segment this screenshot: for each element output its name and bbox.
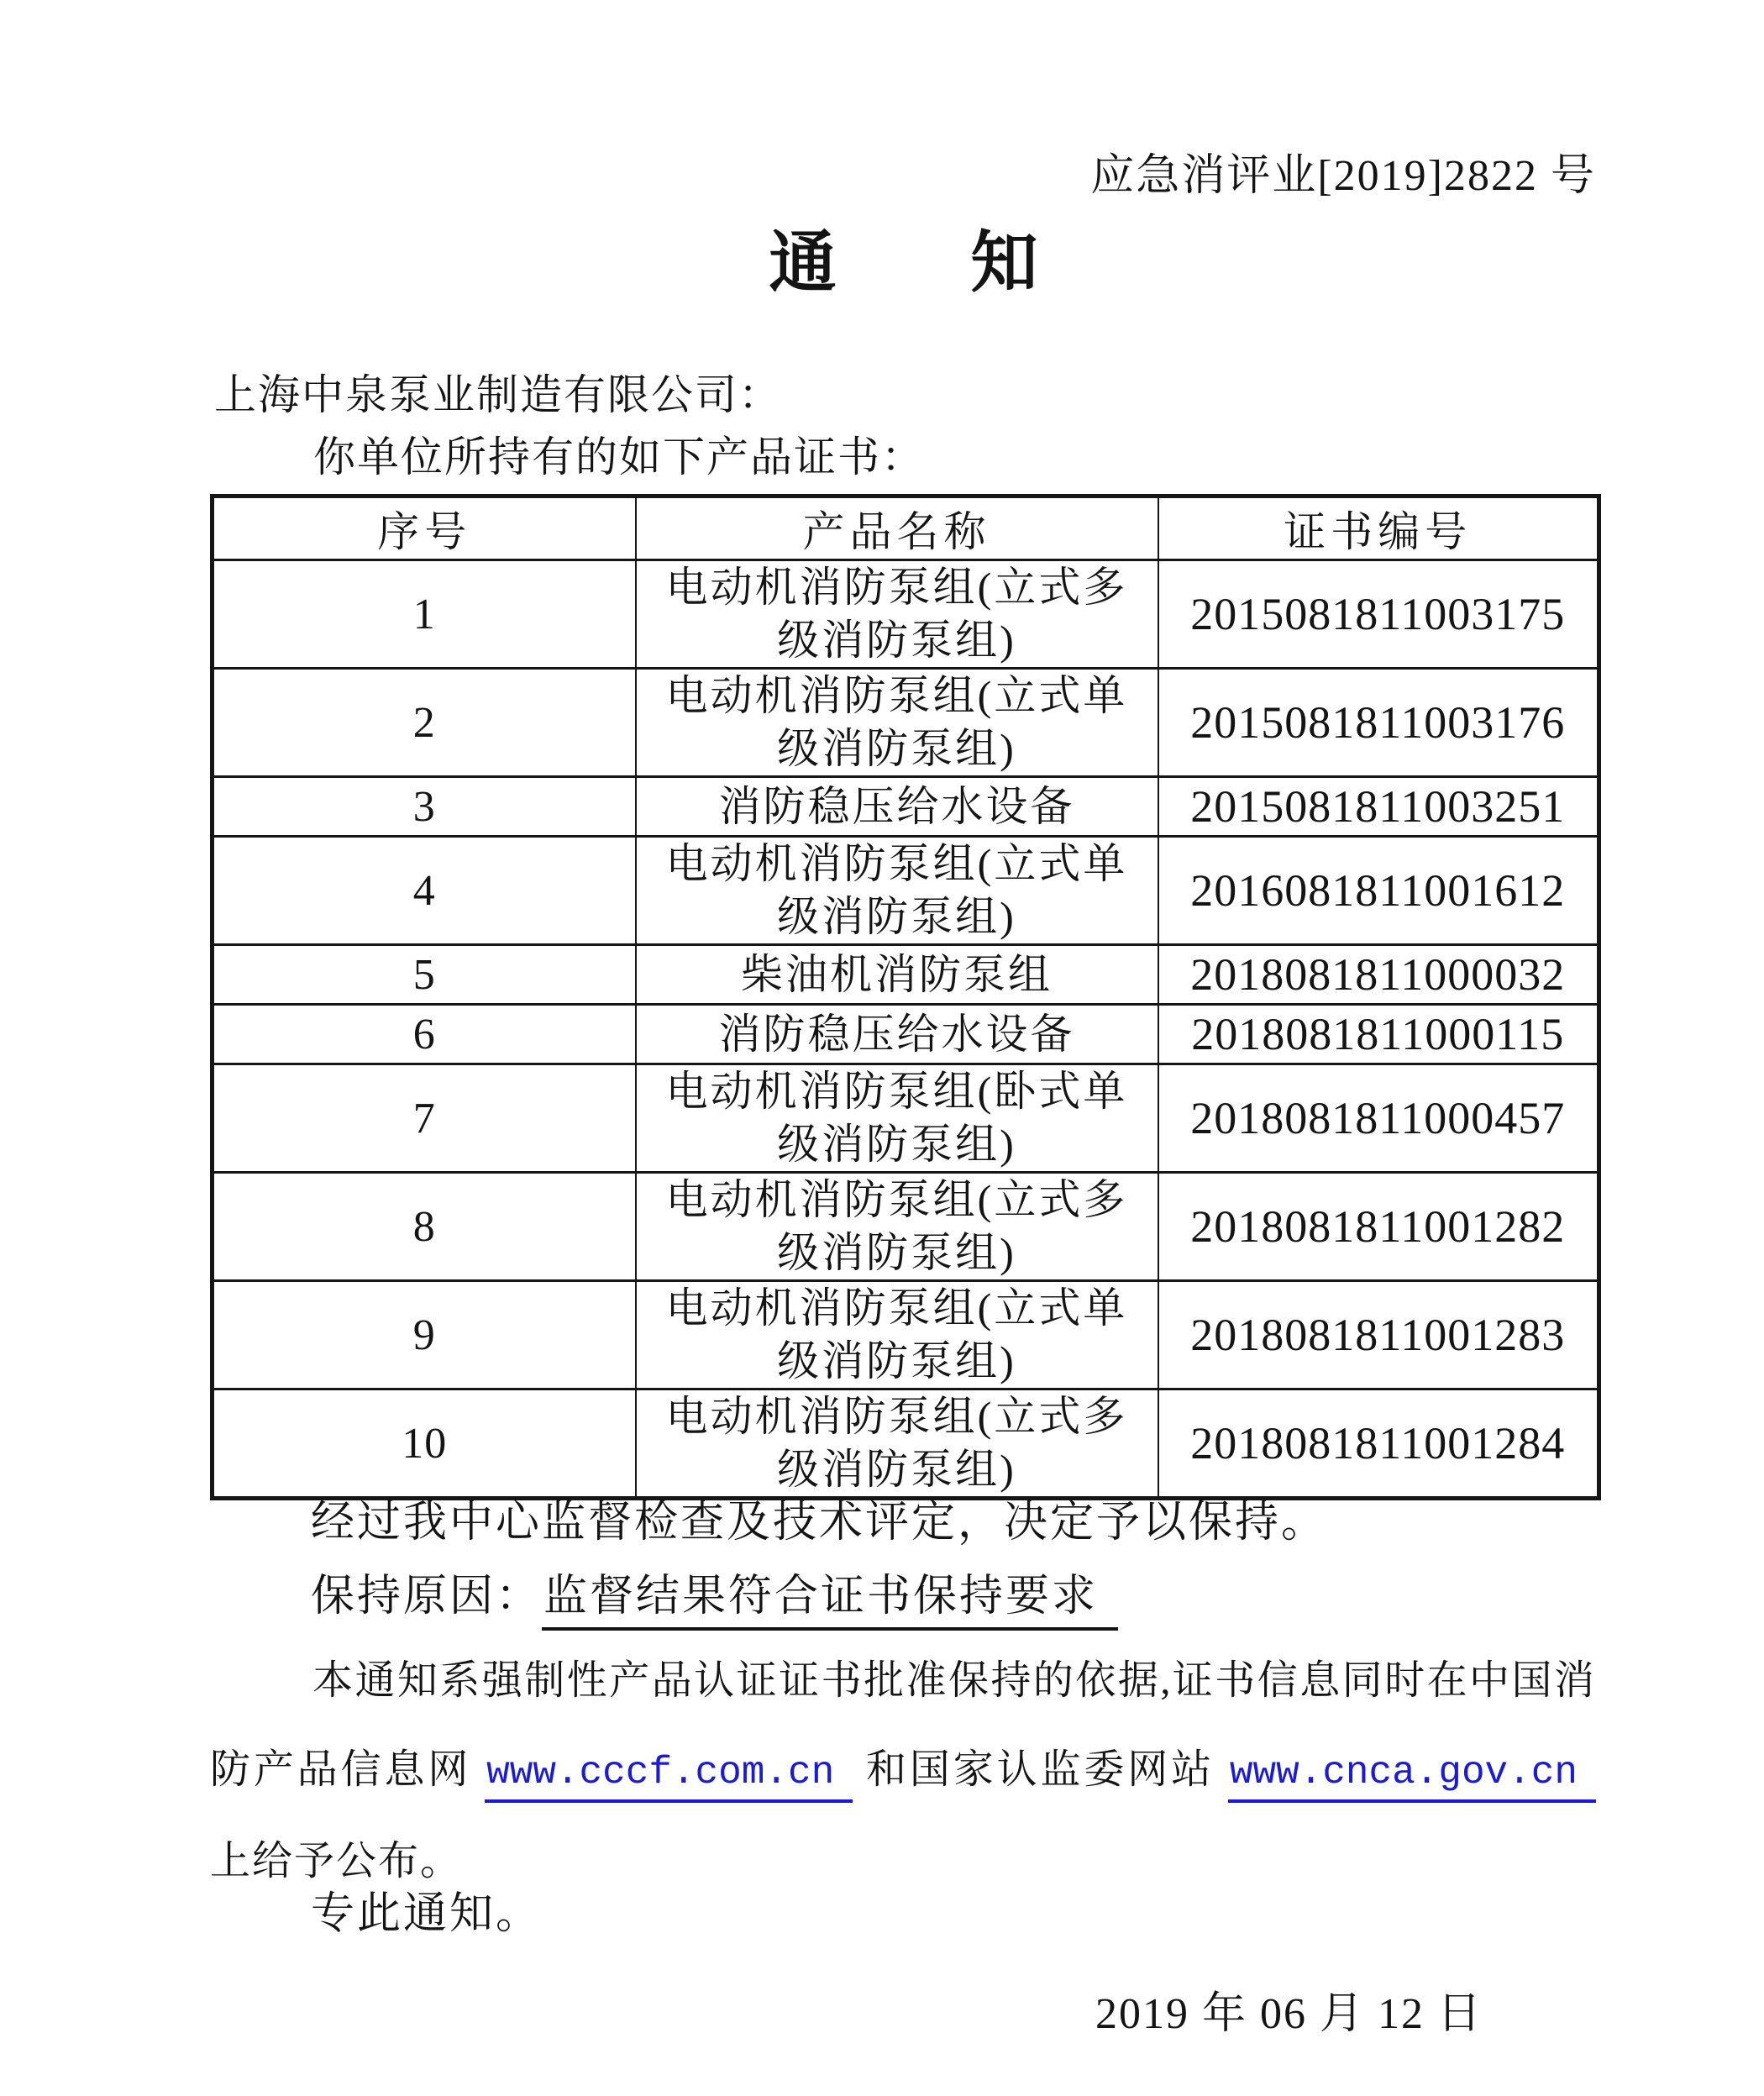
table-row: [213, 837, 1599, 945]
table-row: [213, 669, 1599, 777]
row-number-cell: 2: [213, 669, 636, 777]
publish-paragraph: [210, 1636, 1596, 1906]
certificate-table: [210, 494, 1601, 1500]
row-number-cell: 5: [213, 945, 636, 1005]
certificate-number-cell: 2015081811003175: [1158, 560, 1599, 669]
row-number-cell: 4: [213, 837, 636, 945]
publish-text-1: 本通知系强制性产品认证证书批准保持的依据,证书信息同时在中国消防产品信息网: [210, 1658, 1596, 1792]
certificate-number-cell: 2015081811003176: [1158, 669, 1599, 777]
row-number-cell: 9: [213, 1281, 636, 1389]
col-header-product: 产品名称: [636, 496, 1158, 560]
table-row: [213, 1389, 1599, 1499]
product-name-cell: 电动机消防泵组(立式多级消防泵组): [636, 1389, 1158, 1499]
cccf-website-link[interactable]: www.cccf.com.cn: [485, 1751, 853, 1803]
certificate-number-cell: 2018081811000457: [1158, 1064, 1599, 1173]
reason-paragraph: [210, 1571, 1596, 1623]
product-name-cell: 柴油机消防泵组: [636, 945, 1158, 1005]
certificate-number-cell: 2018081811000115: [1158, 1005, 1599, 1064]
date-line: 2019 年 06 月 12 日: [1095, 1990, 1483, 2038]
doc-number: 应急消评业[2019]2822 号: [1090, 152, 1596, 200]
table-row: [213, 1005, 1599, 1064]
cnca-website-link[interactable]: www.cnca.gov.cn: [1228, 1751, 1596, 1803]
page-title: 通 知: [769, 227, 1038, 301]
row-number-cell: 8: [213, 1173, 636, 1281]
certificate-number-cell: 2018081811001284: [1158, 1389, 1599, 1499]
table-row: [213, 1281, 1599, 1389]
certificate-number-cell: 2016081811001612: [1158, 837, 1599, 945]
publish-text-3: 上给予公布。: [210, 1839, 463, 1883]
product-name-cell: 电动机消防泵组(立式单级消防泵组): [636, 669, 1158, 777]
table-row: [213, 777, 1599, 837]
row-number-cell: 1: [213, 560, 636, 669]
table-row: [213, 560, 1599, 669]
row-number-cell: 7: [213, 1064, 636, 1173]
certificate-number-cell: 2018081811001283: [1158, 1281, 1599, 1389]
header-row: [213, 496, 1599, 560]
table-row: [213, 1064, 1599, 1173]
product-name-cell: 电动机消防泵组(卧式单级消防泵组): [636, 1064, 1158, 1173]
closing-line: 专此通知。: [311, 1890, 543, 1938]
product-name-cell: 消防稳压给水设备: [636, 777, 1158, 837]
certificate-number-cell: 2018081811000032: [1158, 945, 1599, 1005]
decision-paragraph: 经过我中心监督检查及技术评定，决定予以保持。: [311, 1499, 1328, 1547]
col-header-cert: 证书编号: [1158, 496, 1599, 560]
certificate-number-cell: 2018081811001282: [1158, 1173, 1599, 1281]
reason-underlined-text: 监督结果符合证书保持要求: [542, 1573, 1118, 1631]
table-row: [213, 1173, 1599, 1281]
col-header-no: 序号: [213, 496, 636, 560]
product-name-cell: 电动机消防泵组(立式单级消防泵组): [636, 1281, 1158, 1389]
row-number-cell: 3: [213, 777, 636, 837]
certificate-number-cell: 2015081811003251: [1158, 777, 1599, 837]
row-number-cell: 6: [213, 1005, 636, 1064]
table-row: [213, 945, 1599, 1005]
product-name-cell: 电动机消防泵组(立式多级消防泵组): [636, 1173, 1158, 1281]
product-name-cell: 电动机消防泵组(立式单级消防泵组): [636, 837, 1158, 945]
intro-line: 你单位所持有的如下产品证书：: [313, 433, 925, 481]
product-name-cell: 电动机消防泵组(立式多级消防泵组): [636, 560, 1158, 669]
certificate-table-body: [213, 560, 1599, 1499]
product-name-cell: 消防稳压给水设备: [636, 1005, 1158, 1064]
publish-text-2: 和国家认监委网站: [853, 1747, 1228, 1792]
certificate-table-header: [213, 496, 1599, 560]
recipient-line: 上海中泉泵业制造有限公司：: [214, 371, 782, 418]
reason-label: 保持原因：: [311, 1573, 543, 1621]
row-number-cell: 10: [213, 1389, 636, 1499]
